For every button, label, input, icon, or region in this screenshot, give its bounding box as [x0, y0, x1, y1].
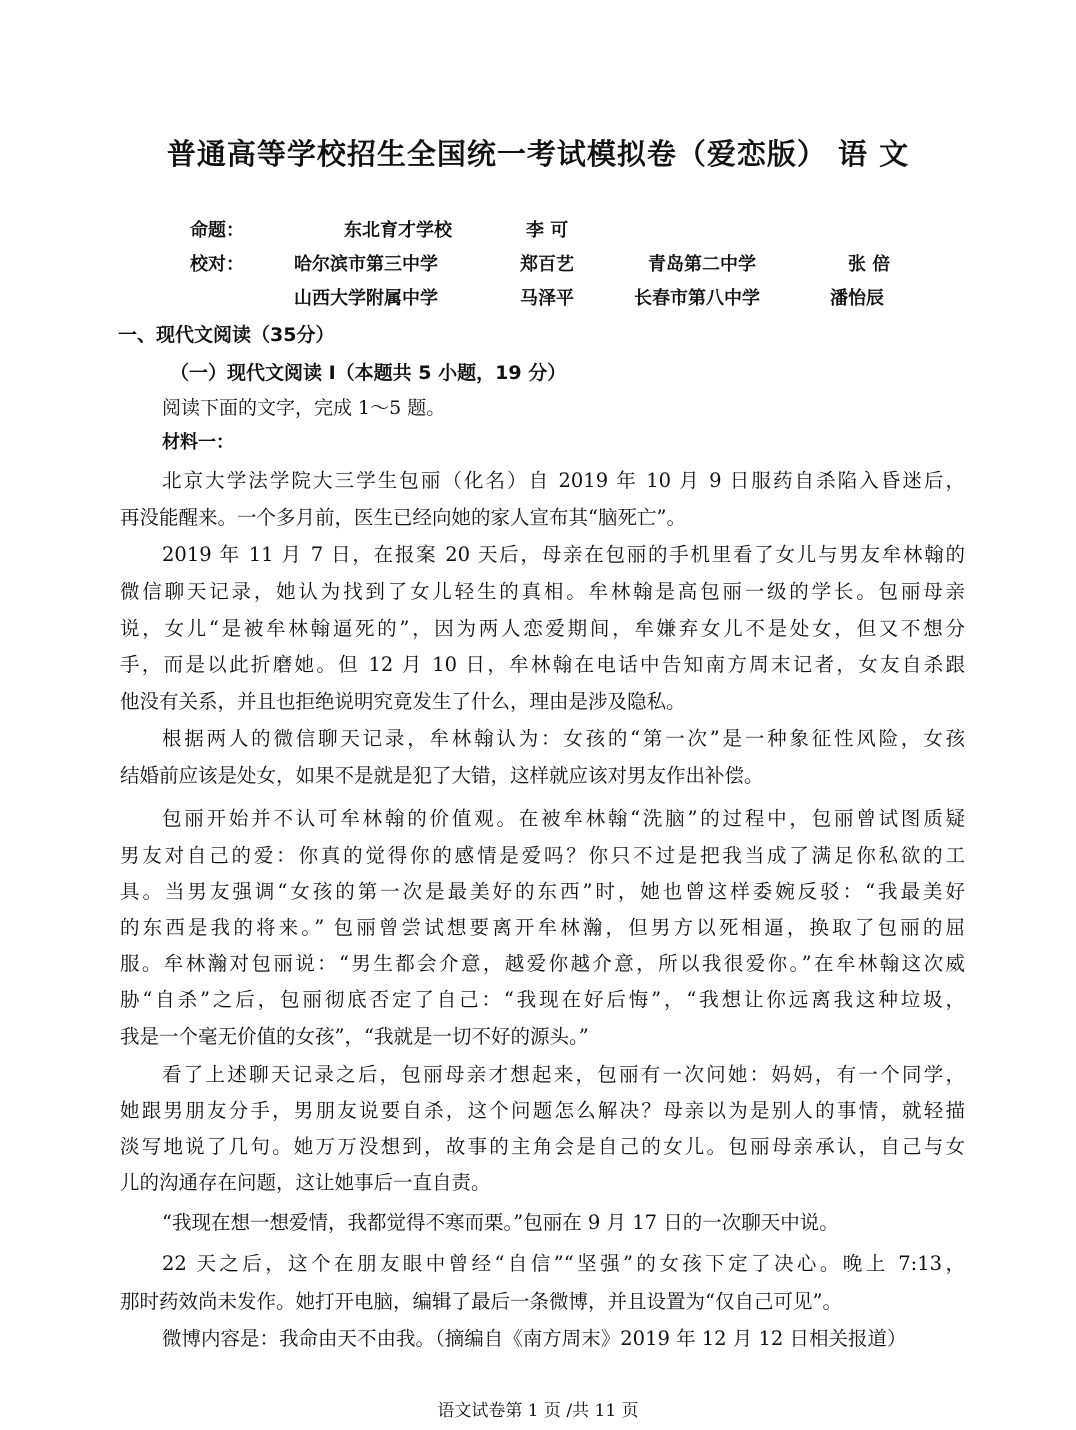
body-line: 看了上述聊天记录之后，包丽母亲才想起来，包丽有一次问她：妈妈，有一个同学， — [162, 1063, 965, 1086]
body-line: 我是一个毫无价值的女孩”，“我就是一切不好的源头。” — [120, 1025, 589, 1048]
body-line: 说，女儿“是被牟林翰逼死的”，因为两人恋爱期间，牟嫌弃女儿不是处女，但又不想分 — [120, 617, 965, 640]
proofreader-label: 校对： — [190, 254, 244, 275]
section-subheading: （一）现代文阅读 I（本题共 5 小题，19 分） — [170, 362, 567, 384]
proof-school-2: 青岛第二中学 — [648, 254, 756, 275]
body-line: “我现在想一想爱情，我都觉得不寒而栗。”包丽在 9 月 17 日的一次聊天中说。 — [162, 1211, 839, 1234]
body-line: 微博内容是：我命由天不由我。（摘编自《南方周末》2019 年 12 月 12 日相关报道） — [162, 1327, 907, 1350]
proposer-name: 李 可 — [526, 220, 569, 241]
body-line: 再没能醒来。一个多月前，医生已经向她的家人宣布其“脑死亡”。 — [120, 506, 686, 529]
body-line: 那时药效尚未发作。她打开电脑，编辑了最后一条微博，并且设置为“仅自己可见”。 — [120, 1290, 842, 1313]
body-line: 根据两人的微信聊天记录，牟林翰认为：女孩的“第一次”是一种象征性风险，女孩 — [162, 727, 965, 750]
body-line: 结婚前应该是处女，如果不是就是犯了大错，这样就应该对男友作出补偿。 — [120, 764, 764, 787]
body-line: 2019 年 11 月 7 日，在报案 20 天后，母亲在包丽的手机里看了女儿与男友牟林翰的 — [162, 543, 965, 566]
body-line: 微信聊天记录，她认为找到了女儿轻生的真相。牟林翰是高包丽一级的学长。包丽母亲 — [120, 580, 965, 603]
material-label: 材料一： — [162, 432, 234, 453]
proof-school-3: 山西大学附属中学 — [294, 288, 438, 309]
body-line: 儿的沟通存在问题，这让她事后一直自责。 — [120, 1171, 491, 1194]
proposer-school: 东北育才学校 — [344, 220, 452, 241]
body-line: 的东西是我的将来。” 包丽曾尝试想要离开牟林瀚，但男方以死相逼，换取了包丽的屈 — [120, 916, 965, 939]
proof-name-3: 马泽平 — [520, 288, 574, 309]
body-line: 手，而是以此折磨她。但 12 月 10 日，牟林翰在电话中告知南方周末记者，女友自杀跟 — [120, 653, 965, 676]
body-line: 具。当男友强调“女孩的第一次是最美好的东西”时，她也曾这样委婉反驳：“我最美好 — [120, 880, 965, 903]
body-line: 她跟男朋友分手，男朋友说要自杀，这个问题怎么解决？母亲以为是别人的事情，就轻描 — [120, 1099, 965, 1122]
proof-school-4: 长春市第八中学 — [634, 288, 760, 309]
body-line: 他没有关系，并且也拒绝说明究竟发生了什么，理由是涉及隐私。 — [120, 690, 686, 713]
proof-name-2: 张 倍 — [848, 254, 891, 275]
proof-school-1: 哈尔滨市第三中学 — [294, 254, 438, 275]
proof-name-4: 潘怡辰 — [830, 288, 884, 309]
instruction-text: 阅读下面的文字，完成 1～5 题。 — [162, 397, 446, 419]
body-line: 22 天之后，这个在朋友眼中曾经“自信”“坚强”的女孩下定了决心。晚上 7:13， — [162, 1252, 965, 1275]
body-line: 男友对自己的爱：你真的觉得你的感情是爱吗？你只不过是把我当成了满足你私欲的工 — [120, 844, 965, 867]
body-line: 包丽开始并不认可牟林翰的价值观。在被牟林翰“洗脑”的过程中，包丽曾试图质疑 — [162, 807, 965, 830]
body-line: 服。牟林瀚对包丽说：“男生都会介意，越爱你越介意，所以我很爱你。”在牟林翰这次威 — [120, 952, 965, 975]
body-line: 胁“自杀”之后，包丽彻底否定了自己：“我现在好后悔”，“我想让你远离我这种垃圾， — [120, 988, 965, 1011]
body-line: 北京大学法学院大三学生包丽（化名）自 2019 年 10 月 9 日服药自杀陷入昏迷后， — [162, 469, 965, 492]
section-heading: 一、现代文阅读（35分） — [118, 324, 335, 346]
body-line: 淡写地说了几句。她万万没想到，故事的主角会是自己的女儿。包丽母亲承认，自己与女 — [120, 1135, 965, 1158]
page-footer: 语文试卷第 1 页 /共 11 页 — [437, 1401, 639, 1421]
exam-title: 普通高等学校招生全国统一考试模拟卷（爱恋版） 语 文 — [166, 137, 910, 171]
proposer-label: 命题： — [190, 220, 244, 241]
proof-name-1: 郑百艺 — [520, 254, 574, 275]
